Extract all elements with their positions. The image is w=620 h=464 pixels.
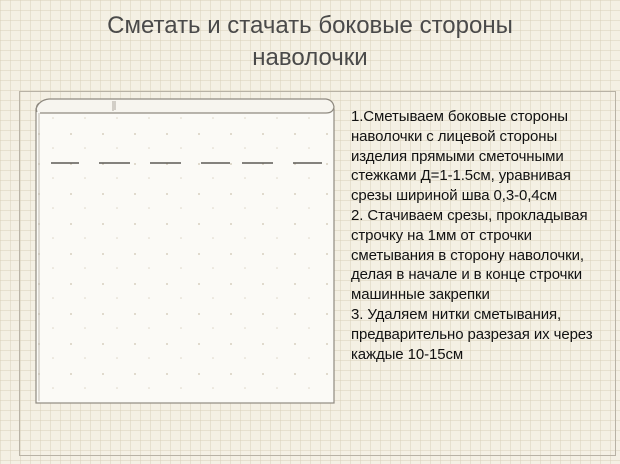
pillowcase-fabric [36, 99, 334, 403]
step-2-text: 2. Стачиваем срезы, прокладывая строчку на 1мм от строчки сметывания в сторону наволочки, делая в начале и в конце строчки машинные закрепки [351, 206, 588, 304]
step-1-text: 1.Сметываем боковые стороны наволочки с лицевой стороны изделия прямыми сметочными стежками Д=1-1.5см, уравнивая срезы шириной шва 0,3-0,4см [351, 108, 571, 205]
title-line-1: Сметать и стачать боковые стороны [107, 12, 513, 39]
title-line-2: наволочки [252, 44, 368, 71]
page-title [30, 10, 590, 74]
pillowcase-illustration [31, 96, 338, 406]
step-3-text: 3. Удаляем нитки сметывания, предварительно разрезая их через каждые 10-15см [351, 305, 593, 363]
instructions-text [351, 107, 606, 364]
